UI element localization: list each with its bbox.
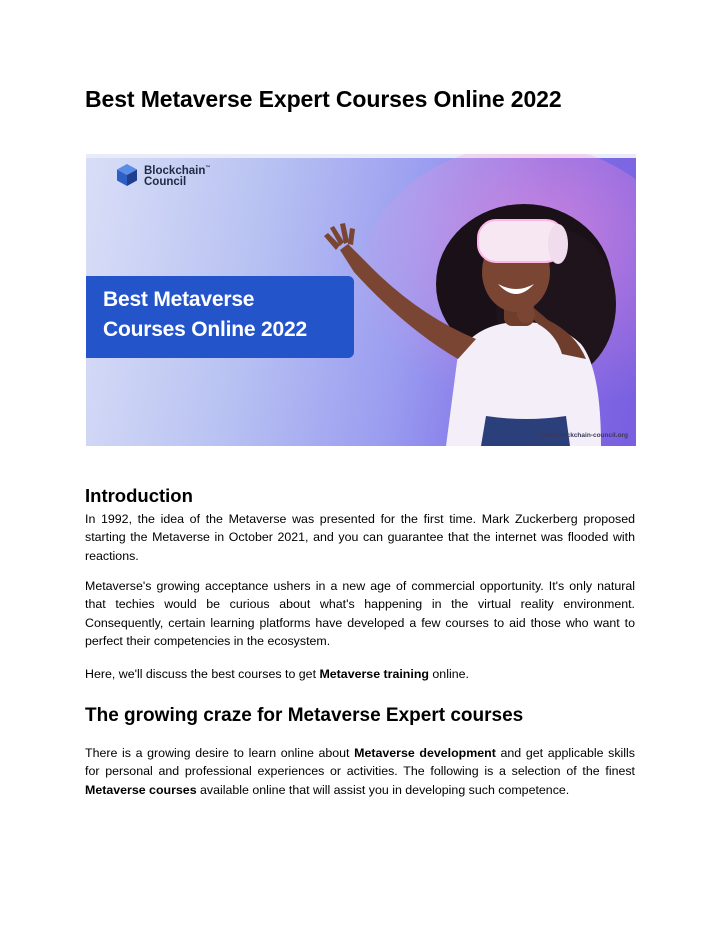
craze-heading: The growing craze for Metaverse Expert courses (85, 705, 524, 726)
craze-paragraph (85, 744, 635, 799)
banner-headline-box (86, 276, 354, 358)
metaverse-courses-bold: Metaverse courses (85, 782, 197, 797)
document-title: Best Metaverse Expert Courses Online 2022 (85, 86, 562, 112)
intro-paragraph-2: Metaverse's growing acceptance ushers in a new age of commercial opportunity. It's only natural that techies would be curious about what's happening in the virtual reality environment. Consequently, certain learning platforms have developed a few courses to aid those who want to perfect their competencies in the ecosystem. (85, 579, 635, 649)
metaverse-training-bold: Metaverse training (319, 667, 429, 681)
banner-headline-line-2: Courses Online 2022 (103, 318, 307, 341)
banner-url: www.blockchain-council.org (540, 432, 628, 439)
intro-paragraph-1: In 1992, the idea of the Metaverse was presented for the first time. Mark Zuckerberg proposed starting the Metaverse in October 2021, and you can guarantee that the internet was flooded with reactions. (85, 512, 635, 563)
craze-text-pre: There is a growing desire to learn online about (85, 746, 355, 760)
banner-headline-line-1: Best Metaverse (103, 288, 255, 311)
logo-trademark: ™ (205, 165, 211, 171)
intro-p3-text-pre: Here, we'll discuss the best courses to get (85, 667, 320, 681)
intro-paragraph-3 (85, 665, 635, 683)
craze-text-mid: and get applicable skills for personal and professional experiences or activities. The following is a selection of the finest (85, 746, 635, 779)
hero-banner-image (86, 154, 636, 446)
metaverse-development-bold: Metaverse development (354, 746, 496, 760)
logo-line-1: Blockchain (144, 164, 206, 177)
intro-p3-text-post: online. (428, 667, 469, 681)
logo-line-2: Council (144, 175, 187, 188)
introduction-heading: Introduction (85, 485, 193, 506)
craze-text-post: available online that will assist you in developing such competence. (196, 782, 570, 797)
